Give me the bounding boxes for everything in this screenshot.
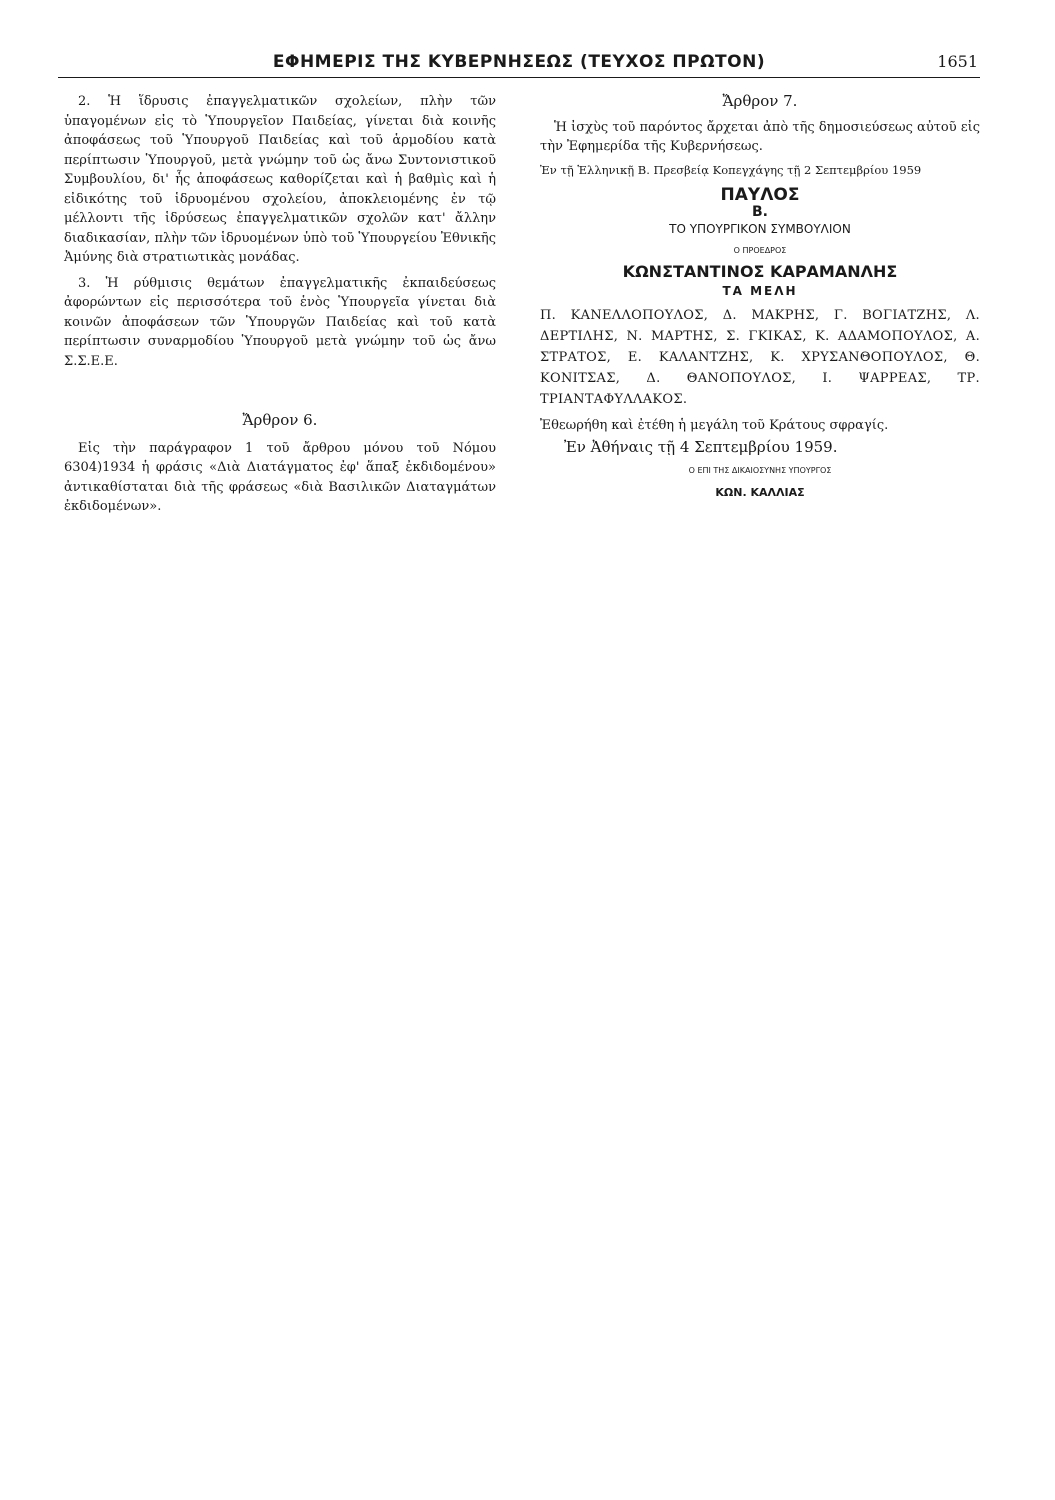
minister-name: ΚΩΝ. ΚΑΛΛΙΑΣ — [715, 485, 805, 499]
page-number: 1651 — [937, 52, 978, 71]
athens-date: Ἐν Ἀθήναις τῇ 4 Σεπτεμβρίου 1959. — [564, 437, 838, 456]
minister-label: Ο ΕΠΙ ΤΗΣ ΔΙΚΑΙΟΣΥΝΗΣ ΥΠΟΥΡΓΟΣ — [688, 466, 832, 475]
article-6-title: Ἄρθρον 6. — [242, 411, 318, 429]
article-7-text: Ἡ ἰσχὺς τοῦ παρόντος ἄρχεται ἀπὸ τῆς δημοσιεύσεως αὐτοῦ εἰς τὴν Ἐφημερίδα τῆς Κυβερνήσεως. — [540, 119, 980, 154]
paragraph-2: 2. Ἡ ἵδρυσις ἐπαγγελματικῶν σχολείων, πλὴν τῶν ὑπαγομένων εἰς τὸ Ὑπουργεῖον Παιδείας, γίνεται διὰ κοινῆς ἀποφάσεως τοῦ Ὑπουργοῦ Παιδείας καὶ τοῦ ἁρμοδίου κατὰ περίπτωσιν Ὑπουργοῦ, μετὰ γνώμην τοῦ ὡς ἄνω Συντονιστικοῦ Συμβουλίου, δι' ἧς ἀποφάσεως καθορίζεται καὶ ἡ βαθμὶς καὶ ἡ εἰδικότης τοῦ ἱδρυομένου σχολείου, ἀποκλειομένης ἐν τῷ μέλλοντι τῆς ἱδρύσεως ἐπαγγελματικῶν σχολῶν κατ' ἄλλην διαδικασίαν, πλὴν τῶν ἱδρυομένων ὑπὸ τοῦ Ὑπουργείου Ἐθνικῆς Ἀμύνης διὰ στρατιωτικὰς μονάδας. — [64, 94, 496, 265]
seal-statement: Ἐθεωρήθη καὶ ἐτέθη ἡ μεγάλη τοῦ Κράτους σφραγίς. — [540, 418, 889, 433]
gazette-title: ΕΦΗΜΕΡΙΣ ΤΗΣ ΚΥΒΕΡΝΗΣΕΩΣ (ΤΕΥΧΟΣ ΠΡΩΤΟΝ) — [272, 52, 766, 72]
council-label: ΤΟ ΥΠΟΥΡΓΙΚΟΝ ΣΥΜΒΟΥΛΙΟΝ — [669, 222, 851, 236]
header-divider — [58, 77, 980, 78]
king-initial: Β. — [752, 203, 768, 220]
right-column — [540, 92, 980, 502]
page-header — [58, 50, 980, 80]
paragraph-3: 3. Ἡ ρύθμισις θεμάτων ἐπαγγελματικῆς ἐκπαιδεύσεως ἀφορώντων εἰς περισσότερα τοῦ ἑνὸς Ὑπουργεῖα γίνεται διὰ κοινῶν ἀποφάσεων τῶν Ὑπουργῶν Παιδείας καὶ τοῦ κατὰ περίπτωσιν συναρμοδίου Ὑπουργοῦ μετὰ γνώμην τοῦ ὡς ἄνω Σ.Σ.Ε.Ε. — [64, 275, 496, 369]
embassy-dateline: Ἐν τῇ Ἑλληνικῇ Β. Πρεσβείᾳ Κοπεγχάγης τῇ 2 Σεπτεμβρίου 1959 — [540, 162, 922, 177]
members-list: Π. ΚΑΝΕΛΛΟΠΟΥΛΟΣ, Δ. ΜΑΚΡΗΣ, Γ. ΒΟΓΙΑΤΖΗΣ, Λ. ΔΕΡΤΙΛΗΣ, Ν. ΜΑΡΤΗΣ, Σ. ΓΚΙΚΑΣ, Κ. ΑΔΑΜΟΠΟΥΛΟΣ, Α. ΣΤΡΑΤΟΣ, Ε. ΚΑΛΑΝΤΖΗΣ, Κ. ΧΡΥΣΑΝΘΟΠΟΥΛΟΣ, Θ. ΚΟΝΙΤΣΑΣ, Δ. ΘΑΝΟΠΟΥΛΟΣ, Ι. ΨΑΡΡΕΑΣ, ΤΡ. ΤΡΙΑΝΤΑΦΥΛΛΑΚΟΣ. — [540, 308, 980, 407]
members-label: ΤΑ ΜΕΛΗ — [722, 283, 798, 298]
article-6-text: Εἰς τὴν παράγραφον 1 τοῦ ἄρθρου μόνου τοῦ Νόμου 6304)1934 ἡ φράσις «Διὰ Διατάγματος ἐφ' ἅπαξ ἐκδιδομένου» ἀντικαθίσταται διὰ τῆς φράσεως «διὰ Βασιλικῶν Διαταγμάτων ἐκδιδομένων». — [64, 440, 496, 514]
king-signature: ΠΑΥΛΟΣ — [720, 185, 800, 205]
president-name: ΚΩΝΣΤΑΝΤΙΝΟΣ ΚΑΡΑΜΑΝΛΗΣ — [622, 262, 898, 281]
article-7-title: Ἄρθρον 7. — [722, 92, 798, 110]
left-column — [64, 92, 496, 517]
president-label: Ο ΠΡΟΕΔΡΟΣ — [733, 245, 787, 255]
